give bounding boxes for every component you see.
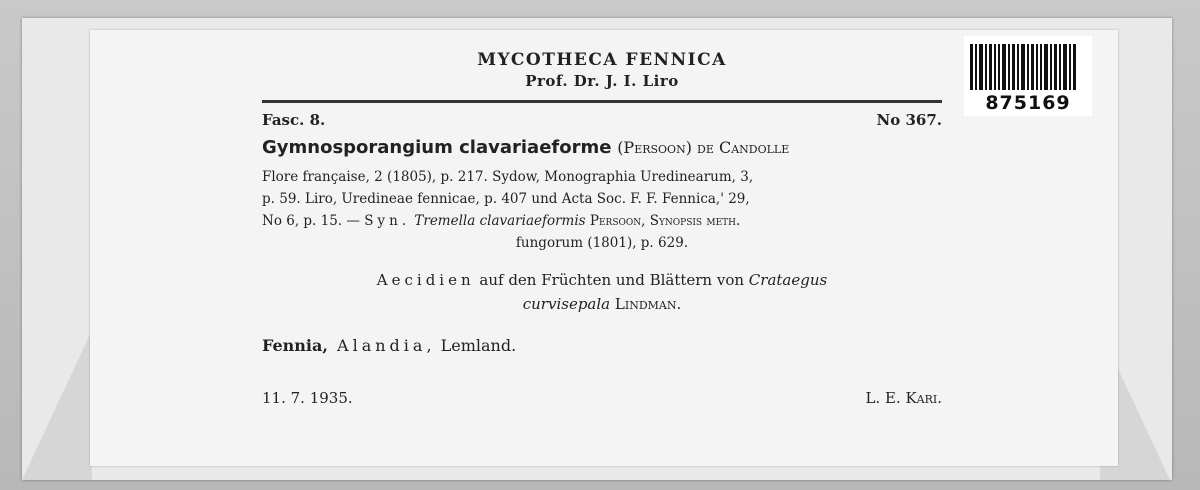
habitat-text: auf den Früchten und Blättern von <box>474 271 749 289</box>
fascicle-row <box>262 111 942 129</box>
reference-line <box>262 210 942 232</box>
collection-row <box>262 389 942 407</box>
host-genus: Crataegus <box>748 271 828 289</box>
reference-line: Flore française, 2 (1805), p. 217. Sydow, Monographia Uredinearum, 3, <box>262 169 754 185</box>
reference-text: No 6, p. 15. — <box>262 213 365 229</box>
reference-line: p. 59. Liro, Uredineae fennicae, p. 407 und Acta Soc. F. F. Fennica,' 29, <box>262 191 750 207</box>
series-editor: Prof. Dr. J. I. Liro <box>525 72 679 90</box>
reference-line: fungorum (1801), p. 629. <box>515 235 689 251</box>
literature-references <box>262 166 942 254</box>
species-authority: (Persoon) de Candolle <box>617 138 790 157</box>
label-header <box>262 50 942 90</box>
label-text <box>262 42 942 407</box>
synonym-name: Tremella clavariaeformis <box>414 213 586 229</box>
host-author: Lindman. <box>610 295 682 313</box>
habitat-note <box>262 268 942 316</box>
header-rule <box>262 100 942 103</box>
collector-name: L. E. Kari. <box>865 389 942 407</box>
synonym-label: Syn. <box>364 213 411 229</box>
locality-province: Alandia, <box>327 336 436 355</box>
host-epithet: curvisepala <box>522 295 611 313</box>
barcode-label <box>964 36 1092 116</box>
collection-date: 11. 7. 1935. <box>262 389 353 407</box>
barcode-number: 875169 <box>985 92 1071 114</box>
envelope-fold-left <box>22 330 92 480</box>
habitat-stage: Aecidien <box>376 271 475 289</box>
locality-place: Lemland. <box>435 336 517 355</box>
fascicle-label: Fasc. 8. <box>262 111 326 129</box>
exsiccata-number: No 367. <box>876 111 942 129</box>
series-title: MYCOTHECA FENNICA <box>477 50 727 70</box>
species-name: Gymnosporangium clavariaeforme <box>262 137 612 158</box>
locality-line <box>262 336 942 355</box>
barcode-icon <box>970 44 1086 90</box>
species-line <box>262 137 942 158</box>
synonym-citation: Persoon, Synopsis meth. <box>585 213 741 229</box>
locality-country: Fennia, <box>262 336 328 355</box>
